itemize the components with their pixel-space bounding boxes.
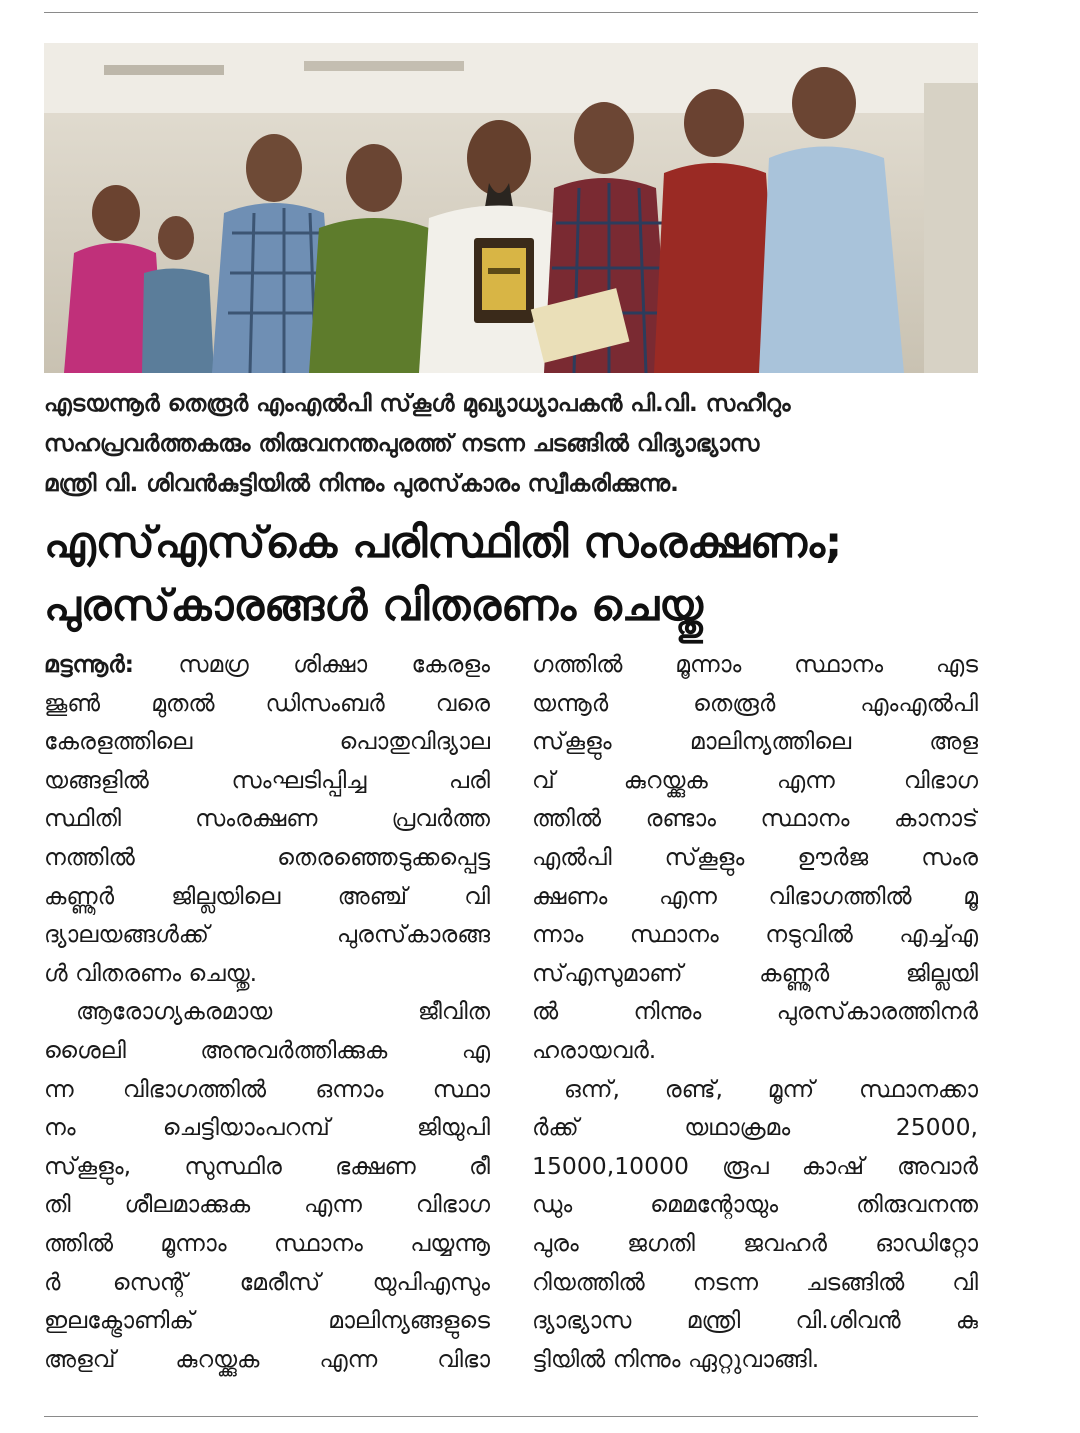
article-line: സ്എസുമാണ് കണ്ണൂർ ജില്ലയി	[532, 958, 978, 987]
caption-line: സഹപ്രവർത്തകരും തിരുവനന്തപുരത്ത് നടന്ന ചടങ്ങിൽ വിദ്യാഭ്യാസ	[44, 431, 760, 457]
article-column-right	[532, 645, 978, 1378]
top-rule	[44, 12, 978, 13]
article-line: ൽ നിന്നും പുരസ്‌കാരത്തിനർ	[532, 997, 978, 1026]
article-line: ദ്യാലയങ്ങൾക്ക് പുരസ്‌കാരങ്ങ	[44, 920, 490, 949]
article-line: റിയത്തിൽ നടന്ന ചടങ്ങിൽ വി	[532, 1267, 978, 1296]
headline	[44, 512, 978, 638]
article-line-text: സമഗ്ര ശിക്ഷാ കേരളം	[134, 650, 490, 678]
article-line: ഹരായവർ.	[532, 1035, 657, 1064]
article-line: ഒന്ന്, രണ്ട്, മൂന്ന് സ്ഥാനക്കാ	[564, 1074, 978, 1103]
article-line: എൽപി സ്‌കൂളും ഊർജ സംര	[532, 842, 978, 871]
article-line: 15000,10000 രൂപ കാഷ് അവാർ	[532, 1151, 978, 1180]
article-line: ത്തിൽ മൂന്നാം സ്ഥാനം പയ്യന്നൂ	[44, 1228, 490, 1257]
article-line: ശൈലി അനുവർത്തിക്കുക എ	[44, 1035, 490, 1064]
caption-line: എടയന്നൂർ തെരൂർ എംഎൽപി സ്‌കൂൾ മുഖ്യാധ്യാപകൻ പി.വി. സഹീറും	[44, 391, 791, 417]
article-line: യന്നൂർ തെരൂർ എംഎൽപി	[532, 688, 978, 717]
photo-caption	[44, 384, 978, 504]
article-line: സ്‌കൂളും മാലിന്യത്തിലെ അള	[532, 727, 978, 756]
article-line: ൾ വിതരണം ചെയ്തു.	[44, 958, 258, 987]
article-line: ഇലക്ട്രോണിക് മാലിന്യങ്ങളുടെ	[44, 1306, 490, 1335]
article-line: സ്‌കൂളും, സുസ്ഥിര ഭക്ഷണ രീ	[44, 1151, 490, 1180]
article-line: അളവ് കുറയ്ക്കുക എന്ന വിഭാ	[44, 1344, 490, 1373]
article-line: യങ്ങളിൽ സംഘടിപ്പിച്ച പരി	[44, 765, 490, 794]
article-line: ദ്യാഭ്യാസ മന്ത്രി വി.ശിവൻ കു	[532, 1306, 978, 1335]
article-line: നത്തിൽ തെരഞ്ഞെടുക്കപ്പെട്ട	[44, 842, 490, 871]
article-line: ജൂൺ മുതൽ ഡിസംബർ വരെ	[44, 688, 490, 717]
headline-line-2: പുരസ്‌കാരങ്ങൾ വിതരണം ചെയ്തു	[44, 581, 703, 631]
dateline: മട്ടന്നൂർ:	[44, 650, 135, 678]
article-line: ട്ടിയിൽ നിന്നും ഏറ്റുവാങ്ങി.	[532, 1344, 820, 1373]
article-line	[44, 645, 490, 684]
article-line: ന്നാം സ്ഥാനം നടുവിൽ എച്ച്എ	[532, 920, 978, 949]
bottom-rule	[44, 1416, 978, 1417]
article-column-left	[44, 645, 490, 1378]
article-line: കണ്ണൂർ ജില്ലയിലെ അഞ്ച് വി	[44, 881, 490, 910]
article-line: തി ശീലമാക്കുക എന്ന വിഭാഗ	[44, 1190, 490, 1219]
article-line: സ്ഥിതി സംരക്ഷണ പ്രവർത്ത	[44, 804, 490, 833]
article-line: ർക്ക് യഥാക്രമം 25000,	[532, 1113, 978, 1142]
article-line: ക്ഷണം എന്ന വിഭാഗത്തിൽ മൂ	[532, 881, 978, 910]
article-line: ആരോഗ്യകരമായ ജീവിത	[76, 997, 490, 1026]
ceremony-photo-illustration	[44, 43, 978, 373]
article-line: കേരളത്തിലെ പൊതുവിദ്യാല	[44, 727, 490, 756]
headline-line-1: എസ്എസ്‌കെ പരിസ്ഥിതി സംരക്ഷണം;	[44, 518, 843, 568]
article-line: ഡും മെമന്റോയും തിരുവനന്ത	[532, 1190, 978, 1219]
article-line: വ് കുറയ്ക്കുക എന്ന വിഭാഗ	[532, 765, 978, 794]
article-line: പുരം ജഗതി ജവഹർ ഓഡിറ്റോ	[532, 1228, 978, 1257]
caption-line: മന്ത്രി വി. ശിവൻകുട്ടിയിൽ നിന്നും പുരസ്‌കാരം സ്വീകരിക്കുന്നു.	[44, 471, 679, 497]
article-line: ത്തിൽ രണ്ടാം സ്ഥാനം കാനാട്	[532, 804, 978, 833]
news-photo	[44, 43, 978, 373]
article-line: നം ചെട്ടിയാംപറമ്പ് ജിയുപി	[44, 1113, 490, 1142]
article-line: ഗത്തിൽ മൂന്നാം സ്ഥാനം എട	[532, 650, 978, 678]
article-line: ർ സെന്റ് മേരീസ് യുപിഎസും	[44, 1267, 490, 1296]
article-line: ന്ന വിഭാഗത്തിൽ ഒന്നാം സ്ഥാ	[44, 1074, 490, 1103]
